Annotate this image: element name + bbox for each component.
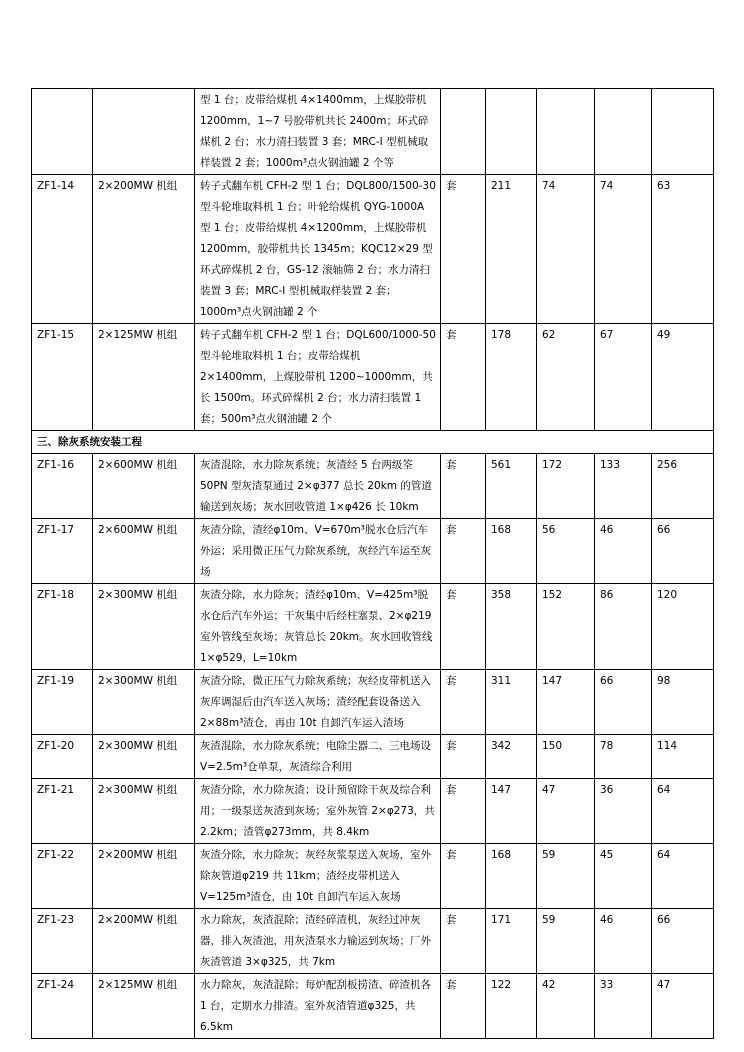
row-capacity: 2×300MW 机组 [93, 735, 195, 779]
row-value-1 [486, 89, 537, 175]
row-capacity: 2×600MW 机组 [93, 519, 195, 584]
row-value-2: 172 [537, 454, 595, 519]
row-value-1: 561 [486, 454, 537, 519]
row-value-3 [595, 89, 652, 175]
row-description: 转子式翻车机 CFH-2 型 1 台；DQL600/1000-50 型斗轮堆取料机 1 台；皮带给煤机 2×1400mm，上煤胶带机 1200~1000mm，共长 1500m。环式碎煤机 2 台；水力清扫装置 1 套；500m³点火钢油罐 2 个 [195, 324, 441, 431]
row-value-1: 147 [486, 779, 537, 844]
row-description: 水力除灰，灰渣混除；每炉配刮板捞渣、碎渣机各 1 台，定期水力排渣。室外灰渣管道φ325，共 6.5km [195, 974, 441, 1039]
row-description: 灰渣分除，微正压气力除灰系统；灰经皮带机送入灰库调湿后由汽车送入灰场；渣经配套设备送入 2×88m³渣仓，再由 10t 自卸汽车运入渣场 [195, 670, 441, 735]
row-value-4: 114 [652, 735, 714, 779]
table-row [32, 324, 714, 431]
row-capacity: 2×300MW 机组 [93, 670, 195, 735]
row-capacity: 2×200MW 机组 [93, 844, 195, 909]
row-code: ZF1-17 [32, 519, 93, 584]
row-code: ZF1-23 [32, 909, 93, 974]
row-value-2: 47 [537, 779, 595, 844]
row-unit: 套 [441, 844, 486, 909]
row-capacity: 2×125MW 机组 [93, 324, 195, 431]
row-value-4: 47 [652, 974, 714, 1039]
row-value-3: 133 [595, 454, 652, 519]
row-value-3: 66 [595, 670, 652, 735]
row-value-1: 211 [486, 175, 537, 324]
row-value-4: 63 [652, 175, 714, 324]
row-code: ZF1-15 [32, 324, 93, 431]
table-row [32, 974, 714, 1039]
row-value-2: 150 [537, 735, 595, 779]
table-row [32, 519, 714, 584]
row-description: 灰渣分除，水力除灰；渣经φ10m、V=425m³脱水仓后汽车外运；干灰集中后经柱塞泵、2×φ219 室外管线至灰场；灰管总长 20km。灰水回收管线 1×φ529，L=10km [195, 584, 441, 670]
row-code: ZF1-20 [32, 735, 93, 779]
row-description: 水力除灰，灰渣混除；渣经碎渣机，灰经过冲灰器，排入灰渣池，用灰渣泵水力输运到灰场；厂外灰渣管道 3×φ325，共 7km [195, 909, 441, 974]
row-value-3: 33 [595, 974, 652, 1039]
row-description: 灰渣分除，渣经φ10m、V=670m³脱水仓后汽车外运；采用微正压气力除灰系统，灰经汽车运至灰场 [195, 519, 441, 584]
row-value-4: 120 [652, 584, 714, 670]
row-value-1: 171 [486, 909, 537, 974]
row-code: ZF1-22 [32, 844, 93, 909]
section-header-row [32, 431, 714, 454]
row-value-4: 64 [652, 844, 714, 909]
row-code: ZF1-24 [32, 974, 93, 1039]
row-unit: 套 [441, 779, 486, 844]
row-value-1: 168 [486, 844, 537, 909]
row-value-3: 46 [595, 519, 652, 584]
row-value-4: 64 [652, 779, 714, 844]
table-row [32, 779, 714, 844]
row-value-1: 178 [486, 324, 537, 431]
row-capacity: 2×300MW 机组 [93, 779, 195, 844]
table-row [32, 844, 714, 909]
row-value-2: 56 [537, 519, 595, 584]
row-value-3: 67 [595, 324, 652, 431]
row-value-4: 66 [652, 909, 714, 974]
row-value-3: 45 [595, 844, 652, 909]
row-capacity: 2×600MW 机组 [93, 454, 195, 519]
row-value-2: 59 [537, 909, 595, 974]
row-code [32, 89, 93, 175]
row-unit: 套 [441, 735, 486, 779]
row-description: 灰渣分除，水力除灰渣；设计预留除干灰及综合利用；一级泵送灰渣到灰场；室外灰管 2×φ273，共 2.2km；渣管φ273mm，共 8.4km [195, 779, 441, 844]
row-capacity: 2×200MW 机组 [93, 909, 195, 974]
row-value-2: 59 [537, 844, 595, 909]
row-value-2: 152 [537, 584, 595, 670]
row-value-3: 46 [595, 909, 652, 974]
table-row [32, 454, 714, 519]
row-unit: 套 [441, 324, 486, 431]
row-value-1: 342 [486, 735, 537, 779]
row-value-3: 86 [595, 584, 652, 670]
row-unit: 套 [441, 670, 486, 735]
section-title: 三、除灰系统安装工程 [32, 431, 714, 454]
row-value-3: 74 [595, 175, 652, 324]
row-capacity: 2×200MW 机组 [93, 175, 195, 324]
row-description: 灰渣混除，水力除灰系统；电除尘器二、三电场设 V=2.5m³仓单泵，灰渣综合利用 [195, 735, 441, 779]
row-unit: 套 [441, 584, 486, 670]
row-value-2: 62 [537, 324, 595, 431]
row-description: 型 1 台；皮带给煤机 4×1400mm，上煤胶带机 1200mm，1~7 号胶带机共长 2400m；环式碎煤机 2 台；水力清扫装置 3 套；MRC-I 型机械取样装置 2 套；1000m³点火钢油罐 2 个等 [195, 89, 441, 175]
row-value-1: 311 [486, 670, 537, 735]
row-value-4: 256 [652, 454, 714, 519]
row-value-4: 49 [652, 324, 714, 431]
table-row [32, 909, 714, 974]
table-row [32, 735, 714, 779]
table-row [32, 584, 714, 670]
row-code: ZF1-21 [32, 779, 93, 844]
row-unit [441, 89, 486, 175]
row-code: ZF1-19 [32, 670, 93, 735]
row-value-4: 98 [652, 670, 714, 735]
row-code: ZF1-14 [32, 175, 93, 324]
row-capacity [93, 89, 195, 175]
row-value-3: 36 [595, 779, 652, 844]
table-row [32, 175, 714, 324]
row-capacity: 2×125MW 机组 [93, 974, 195, 1039]
row-value-1: 168 [486, 519, 537, 584]
row-unit: 套 [441, 974, 486, 1039]
row-description: 灰渣混除，水力除灰系统；灰渣经 5 台两级筌 50PN 型灰渣泵通过 2×φ377 总长 20km 的管道输送到灰场；灰水回收管道 1×φ426 长 10km [195, 454, 441, 519]
row-description: 转子式翻车机 CFH-2 型 1 台；DQL800/1500-30 型斗轮堆取料机 1 台；叶轮给煤机 QYG-1000A 型 1 台；皮带给煤机 4×1200mm，上煤胶带机 1200mm，胶带机共长 1345m；KQC12×29 型环式碎煤机 2 台，GS-12 滚轴筛 2 台；水力清扫装置 3 套；MRC-I 型机械取样装置 2 套；1000m³点火钢油罐 2 个 [195, 175, 441, 324]
row-value-3: 78 [595, 735, 652, 779]
row-unit: 套 [441, 909, 486, 974]
row-capacity: 2×300MW 机组 [93, 584, 195, 670]
table-row [32, 89, 714, 175]
row-code: ZF1-16 [32, 454, 93, 519]
row-value-1: 122 [486, 974, 537, 1039]
row-description: 灰渣分除，水力除灰；灰经灰浆泵送入灰场，室外除灰管道φ219 共 11km；渣经皮带机送入 V=125m³渣仓，由 10t 自卸汽车运入灰场 [195, 844, 441, 909]
row-value-4: 66 [652, 519, 714, 584]
row-unit: 套 [441, 519, 486, 584]
row-value-4 [652, 89, 714, 175]
row-value-1: 358 [486, 584, 537, 670]
row-unit: 套 [441, 175, 486, 324]
row-value-2: 74 [537, 175, 595, 324]
table-row [32, 670, 714, 735]
row-value-2 [537, 89, 595, 175]
row-code: ZF1-18 [32, 584, 93, 670]
row-unit: 套 [441, 454, 486, 519]
equipment-spec-table [31, 88, 714, 1039]
row-value-2: 42 [537, 974, 595, 1039]
row-value-2: 147 [537, 670, 595, 735]
